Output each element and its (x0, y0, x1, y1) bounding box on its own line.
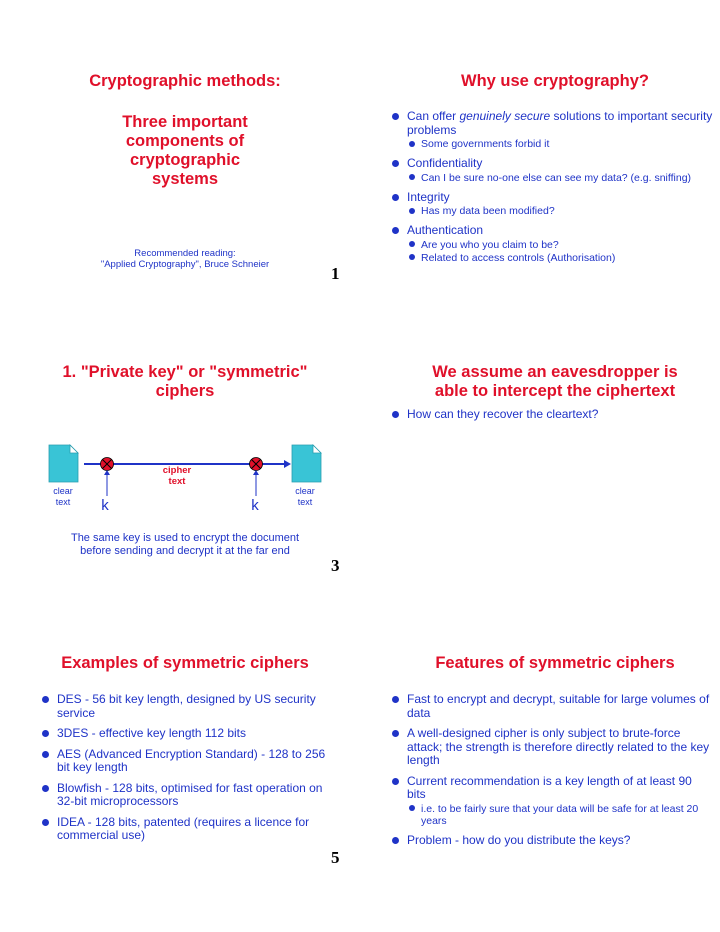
bullet-text: Authentication (407, 223, 484, 237)
bullet-text: Confidentiality (407, 156, 483, 170)
subtitle-line: cryptographic (129, 151, 241, 169)
slide-title-line: ciphers (155, 382, 215, 400)
sub-item: Has my data been modified? (407, 205, 720, 217)
list-item: 3DES - effective key length 112 bits (40, 727, 338, 741)
slide-title-line: able to intercept the ciphertext (434, 382, 676, 400)
key-label: k (251, 497, 259, 514)
reading-line: "Applied Cryptography", Bruce Schneier (100, 259, 270, 270)
bullet-text: Current recommendation is a key length of at least 90 bits (407, 773, 692, 801)
encrypt-node-icon (101, 458, 114, 471)
slide-title: Why use cryptography? (461, 72, 649, 90)
bullet-list (390, 693, 720, 847)
caption-line: The same key is used to encrypt the document (70, 532, 300, 544)
slide-title: Cryptographic methods: (89, 72, 281, 90)
list-item: Fast to encrypt and decrypt, suitable for large volumes of data (390, 693, 710, 720)
bullet-text: Can offer (407, 109, 460, 123)
slide-eavesdropper (390, 363, 720, 429)
sub-item: Can I be sure no-one else can see my data? (e.g. sniffing) (407, 172, 720, 184)
recommended-reading (20, 248, 350, 270)
cleartext-label: clear (295, 486, 315, 496)
slide-subtitle (20, 113, 350, 189)
reading-line: Recommended reading: (134, 248, 236, 259)
subtitle-line: systems (151, 170, 219, 188)
cleartext-label: text (297, 497, 313, 507)
list-item (390, 157, 720, 184)
page-number: 3 (331, 556, 340, 575)
cipher-label: text (168, 476, 186, 487)
bullet-list (20, 693, 350, 843)
list-item (390, 191, 720, 218)
page-number: 5 (331, 848, 340, 867)
arrow-up-icon (253, 470, 259, 475)
list-item: How can they recover the cleartext? (390, 408, 720, 422)
document-icon (292, 445, 321, 482)
slide-features-symmetric-ciphers (390, 654, 720, 854)
list-item: A well-designed cipher is only subject to brute-force attack; the strength is therefore directly related to the key length (390, 727, 710, 768)
sub-item: Related to access controls (Authorisation) (407, 252, 720, 264)
cipher-label: cipher (162, 465, 192, 476)
page-number: 1 (331, 264, 340, 283)
bullet-list (390, 408, 720, 422)
slide-examples-symmetric-ciphers (20, 654, 350, 850)
list-item (390, 224, 720, 264)
arrow-head-icon (284, 460, 291, 468)
list-item: DES - 56 bit key length, designed by US security service (40, 693, 338, 720)
symmetric-cipher-diagram (30, 440, 330, 520)
decrypt-node-icon (250, 458, 263, 471)
cleartext-label: clear (53, 486, 73, 496)
bullet-emphasis: genuinely secure (459, 109, 551, 123)
subtitle-line: components of (125, 132, 245, 150)
arrow-up-icon (104, 470, 110, 475)
slide-title: Features of symmetric ciphers (435, 654, 675, 672)
caption-line: before sending and decrypt it at the far end (80, 545, 290, 557)
sub-item: Are you who you claim to be? (407, 239, 720, 251)
slide-why-use-cryptography (390, 72, 720, 271)
slide-cryptographic-methods (20, 72, 350, 270)
list-item: AES (Advanced Encryption Standard) - 128 to 256 bit key length (40, 748, 338, 775)
sub-item: Some governments forbid it (407, 138, 720, 150)
list-item: Blowfish - 128 bits, optimised for fast operation on 32-bit microprocessors (40, 782, 338, 809)
list-item (390, 775, 710, 827)
document-icon (49, 445, 78, 482)
slide-private-key-ciphers (20, 363, 350, 401)
subtitle-line: Three important (122, 113, 248, 131)
cleartext-label: text (55, 497, 71, 507)
slide-title: Examples of symmetric ciphers (61, 654, 309, 672)
diagram-caption (20, 532, 350, 558)
key-label: k (101, 497, 109, 514)
list-item: Problem - how do you distribute the keys? (390, 834, 710, 848)
slide-title-line: 1. "Private key" or "symmetric" (62, 363, 308, 381)
bullet-text: solutions to important security problems (407, 109, 713, 137)
list-item (390, 110, 720, 150)
sub-item: i.e. to be fairly sure that your data will be safe for at least 20 years (407, 803, 710, 827)
slide-title-line: We assume an eavesdropper is (432, 363, 678, 381)
bullet-text: Integrity (407, 189, 450, 204)
bullet-list (390, 110, 720, 264)
list-item: IDEA - 128 bits, patented (requires a licence for commercial use) (40, 816, 338, 843)
